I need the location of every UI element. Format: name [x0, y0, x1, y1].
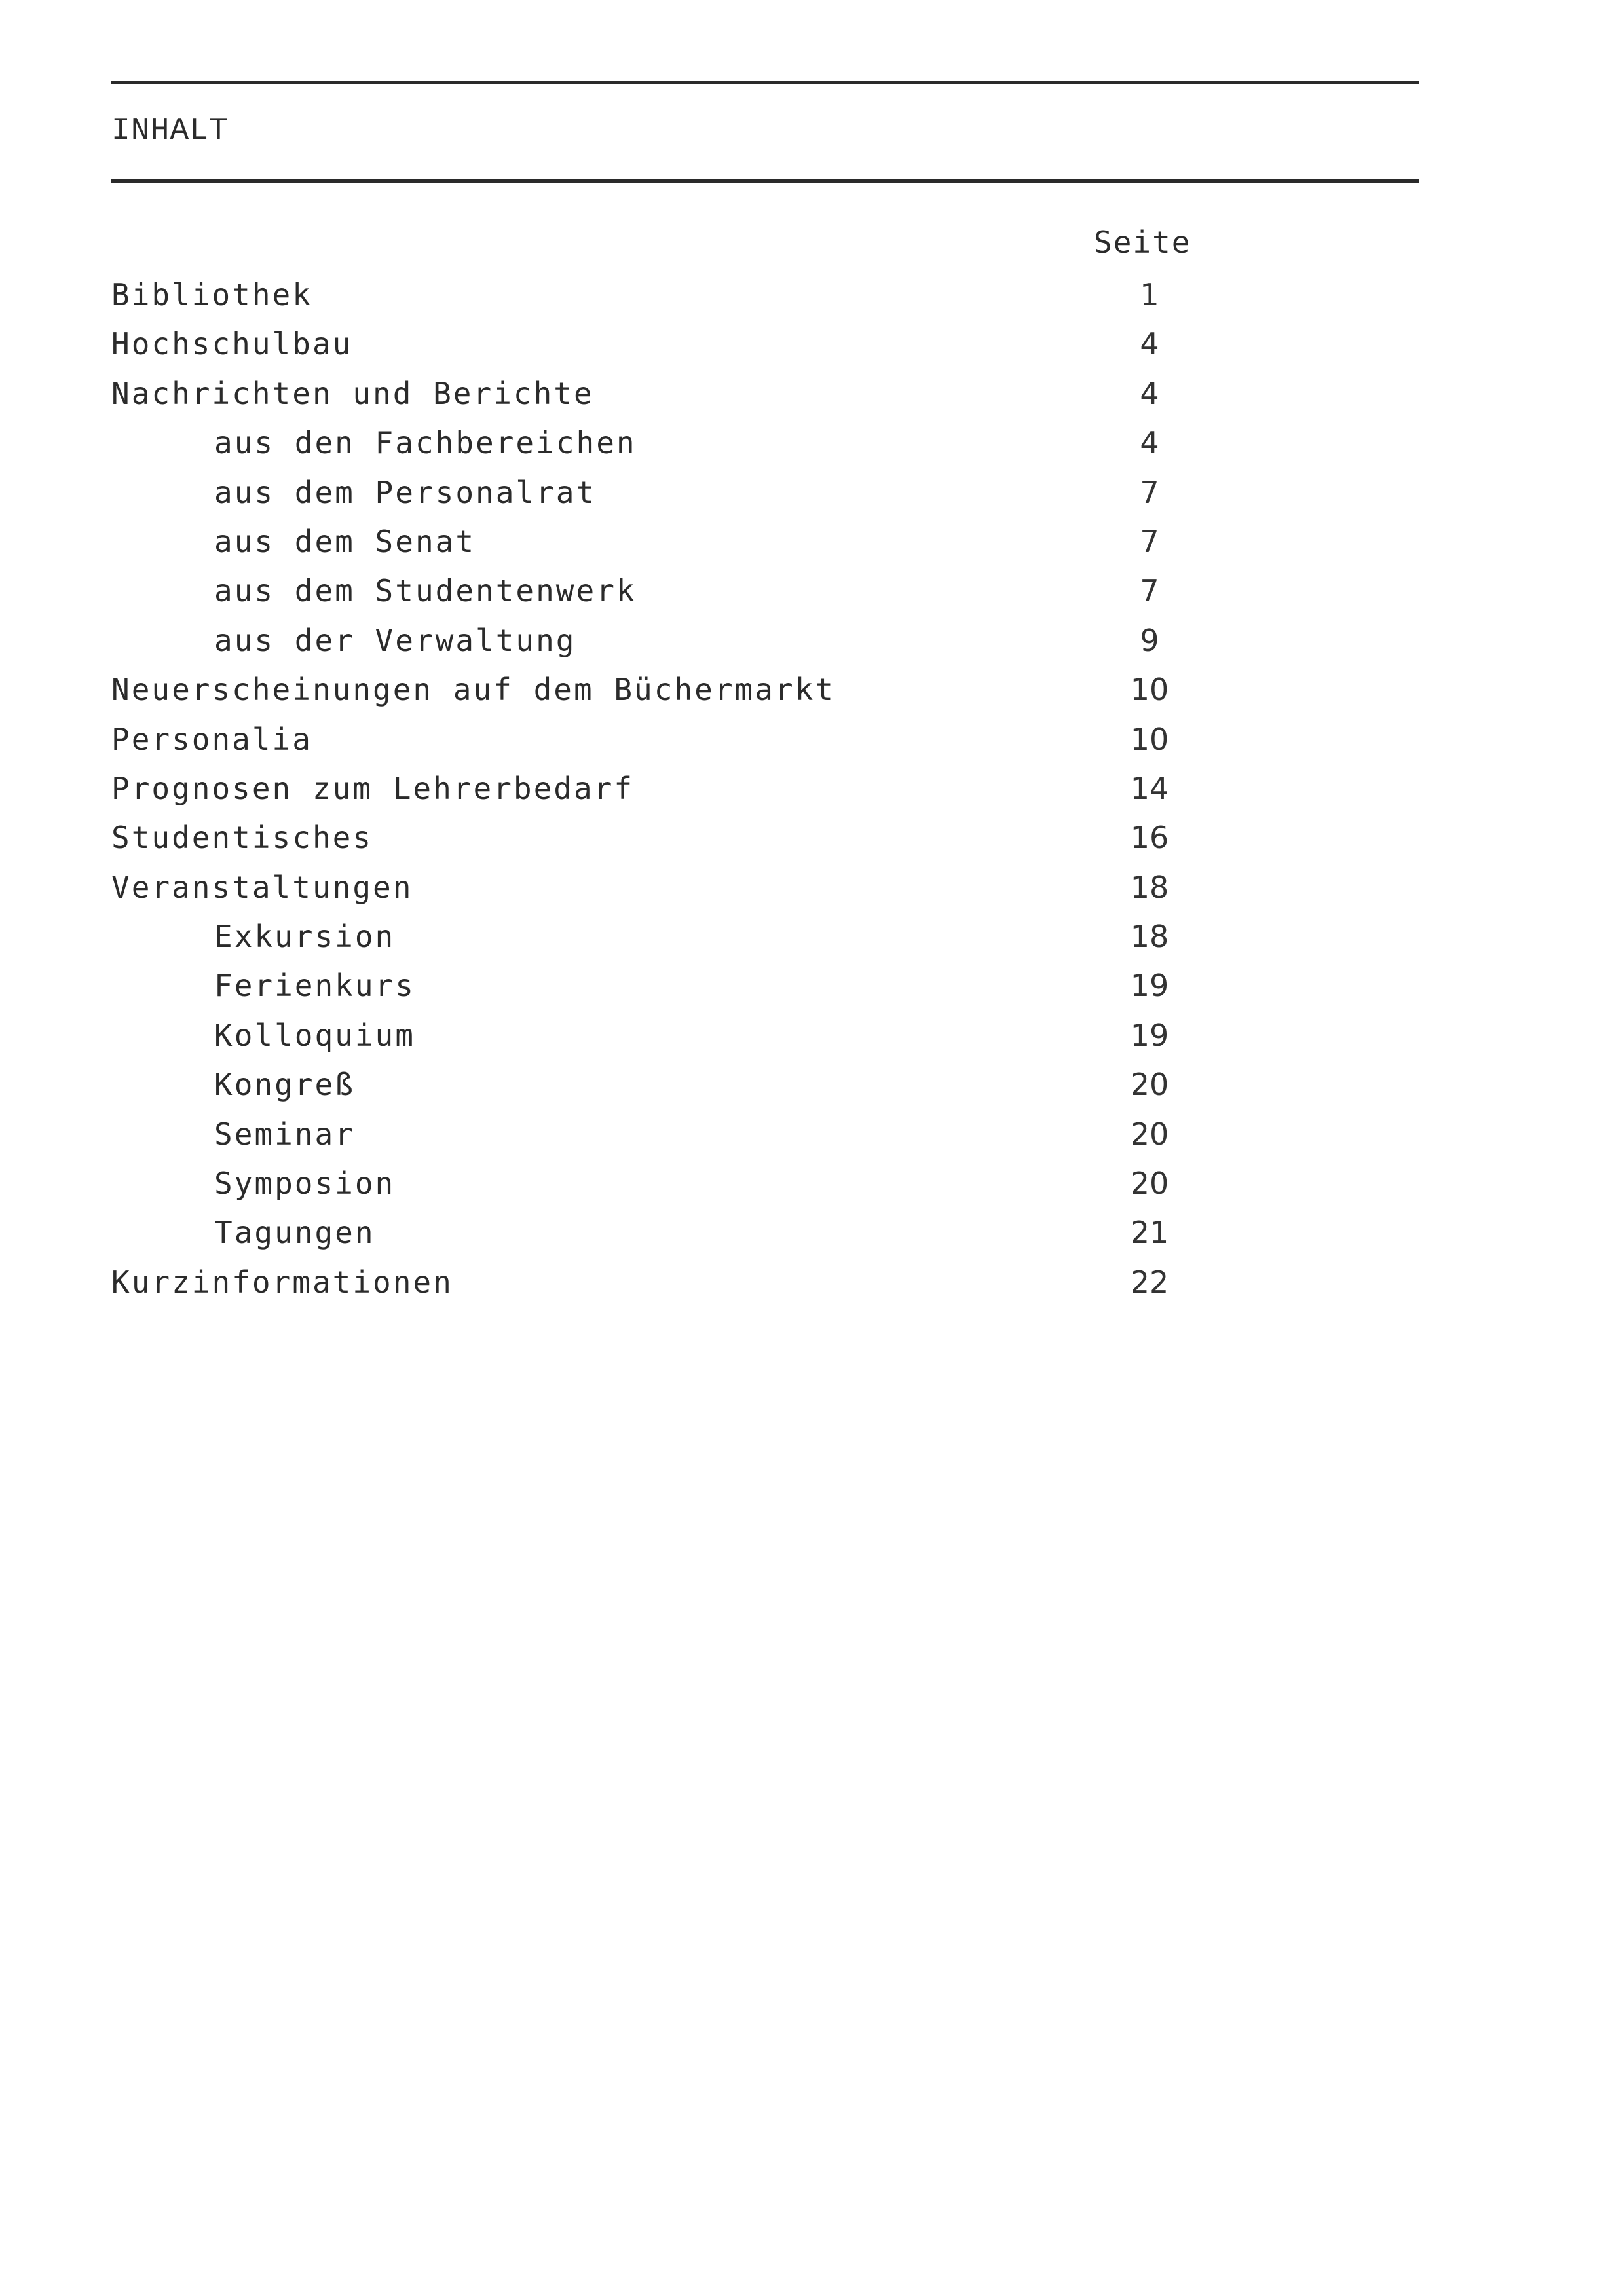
toc-subentry: [0, 470, 1610, 519]
toc-entry: [0, 667, 1610, 716]
toc-subentry: [0, 914, 1610, 963]
toc-entry-title: Studentisches: [111, 820, 373, 856]
toc-subentry: [0, 1210, 1610, 1259]
toc-entry: [0, 272, 1610, 321]
toc-entry: [0, 371, 1610, 420]
toc-subentry: [0, 568, 1610, 617]
toc-entry-page-number: 10: [1130, 721, 1169, 757]
toc-entry-page-number: 18: [1130, 869, 1169, 905]
toc-subentry: [0, 618, 1610, 667]
toc-entry-page-number: 4: [1140, 326, 1159, 362]
toc-entry-page-number: 9: [1140, 622, 1159, 658]
toc-entry-title: Kolloquium: [214, 1017, 415, 1053]
toc-entry: [0, 716, 1610, 766]
toc-entry: [0, 815, 1610, 864]
toc-entry-title: Tagungen: [214, 1215, 375, 1251]
toc-entry-title: Veranstaltungen: [111, 869, 413, 905]
toc-entry-page-number: 7: [1140, 573, 1159, 609]
toc-entry-page-number: 20: [1130, 1166, 1169, 1202]
toc-entry-page-number: 22: [1130, 1264, 1169, 1300]
toc-entry: [0, 321, 1610, 370]
toc-entry-title: Ferienkurs: [214, 968, 415, 1004]
toc-entry-title: aus dem Senat: [214, 523, 476, 559]
toc-subentry: [0, 420, 1610, 469]
toc-entry-page-number: 7: [1140, 523, 1159, 559]
toc-entry: [0, 1259, 1610, 1308]
toc-entry: [0, 766, 1610, 815]
toc-entry-title: Bibliothek: [111, 277, 312, 312]
toc-entry-page-number: 16: [1130, 820, 1169, 856]
toc-entry-title: Symposion: [214, 1166, 396, 1202]
toc-entry-page-number: 19: [1130, 968, 1169, 1004]
page-column-label: Seite: [1094, 225, 1191, 260]
top-rule: [111, 81, 1419, 84]
toc-entry-page-number: 4: [1140, 425, 1159, 461]
toc-subentry: [0, 519, 1610, 568]
toc-entry-title: Kurzinformationen: [111, 1264, 453, 1300]
toc-subentry: [0, 963, 1610, 1012]
toc-subentry: [0, 1062, 1610, 1111]
toc-subentry: [0, 1111, 1610, 1160]
toc-entry-page-number: 21: [1130, 1215, 1169, 1251]
toc-entry-title: Nachrichten und Berichte: [111, 375, 594, 411]
toc-entry-title: aus dem Studentenwerk: [214, 573, 637, 609]
toc-subentry: [0, 1012, 1610, 1062]
table-of-contents: [0, 272, 1610, 1308]
toc-entry-page-number: 7: [1140, 474, 1159, 510]
bottom-rule: [111, 179, 1419, 183]
toc-entry-page-number: 4: [1140, 375, 1159, 411]
toc-entry-title: Seminar: [214, 1116, 355, 1152]
toc-entry-title: Prognosen zum Lehrerbedarf: [111, 770, 635, 806]
toc-entry-title: Neuerscheinungen auf dem Büchermarkt: [111, 672, 835, 708]
toc-entry-page-number: 20: [1130, 1067, 1169, 1103]
toc-entry-page-number: 19: [1130, 1017, 1169, 1053]
toc-entry-title: Kongreß: [214, 1067, 355, 1103]
toc-entry-page-number: 10: [1130, 672, 1169, 708]
toc-entry-title: Exkursion: [214, 919, 396, 955]
toc-entry-page-number: 1: [1140, 277, 1159, 312]
toc-subentry: [0, 1160, 1610, 1210]
toc-entry-title: Personalia: [111, 721, 312, 757]
toc-entry-page-number: 20: [1130, 1116, 1169, 1152]
toc-entry-title: aus den Fachbereichen: [214, 425, 637, 461]
toc-entry-page-number: 18: [1130, 919, 1169, 955]
toc-entry-title: aus der Verwaltung: [214, 622, 576, 658]
page-title: INHALT: [111, 113, 229, 149]
toc-entry-title: aus dem Personalrat: [214, 474, 597, 510]
toc-entry-title: Hochschulbau: [111, 326, 353, 362]
toc-entry: [0, 864, 1610, 914]
toc-entry-page-number: 14: [1130, 770, 1169, 806]
